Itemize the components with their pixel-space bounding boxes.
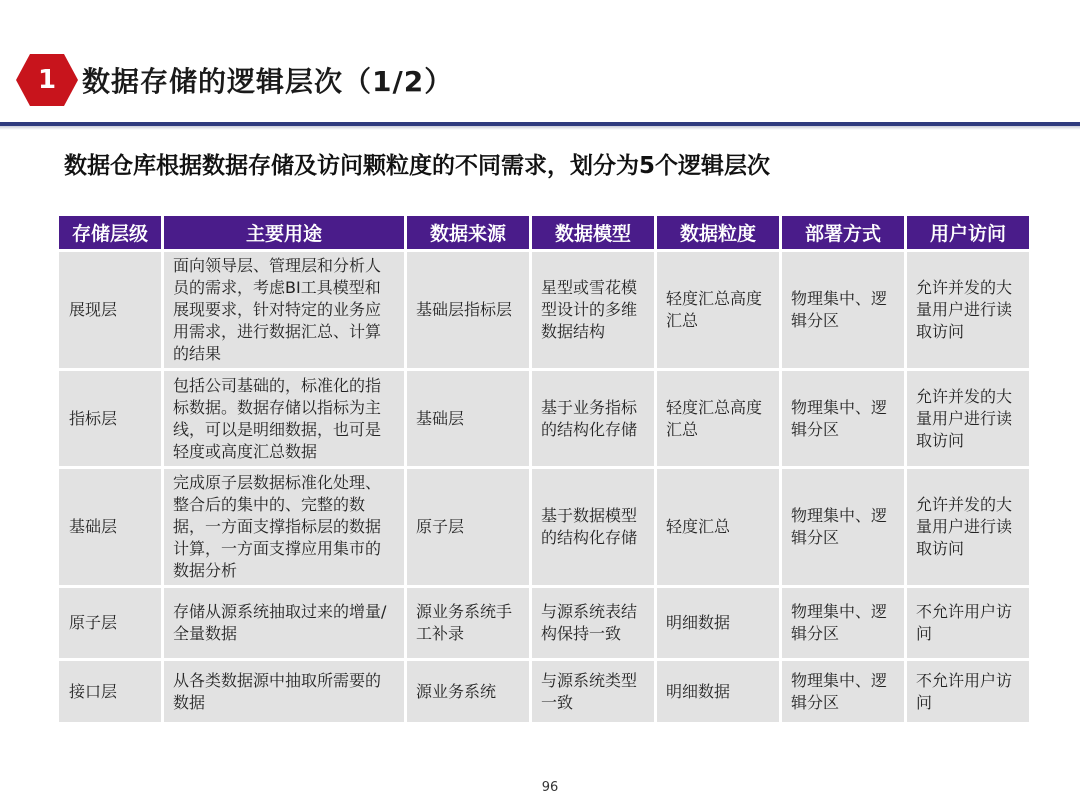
- cell-granularity: 轻度汇总: [657, 469, 779, 585]
- page-number: 96: [541, 780, 559, 795]
- cell-source: 源业务系统手工补录: [407, 588, 529, 658]
- section-badge: [16, 54, 78, 106]
- column-header-model: 数据模型: [532, 216, 654, 249]
- column-header-deployment: 部署方式: [782, 216, 904, 249]
- column-header-source: 数据来源: [407, 216, 529, 249]
- cell-deployment: 物理集中、逻辑分区: [782, 661, 904, 722]
- table-row: [59, 661, 1029, 722]
- column-header-purpose: 主要用途: [164, 216, 404, 249]
- slide-header: [0, 0, 1080, 128]
- cell-access: 不允许用户访问: [907, 588, 1029, 658]
- column-header-level: 存储层级: [59, 216, 161, 249]
- column-header-granularity: 数据粒度: [657, 216, 779, 249]
- table-row: [59, 252, 1029, 368]
- logical-layers-table: [56, 213, 1032, 725]
- cell-deployment: 物理集中、逻辑分区: [782, 252, 904, 368]
- cell-model: 与源系统类型一致: [532, 661, 654, 722]
- cell-purpose: 从各类数据源中抽取所需要的数据: [164, 661, 404, 722]
- column-header-access: 用户访问: [907, 216, 1029, 249]
- cell-granularity: 明细数据: [657, 588, 779, 658]
- cell-model: 与源系统表结构保持一致: [532, 588, 654, 658]
- cell-deployment: 物理集中、逻辑分区: [782, 588, 904, 658]
- cell-model: 基于数据模型的结构化存储: [532, 469, 654, 585]
- cell-access: 允许并发的大量用户进行读取访问: [907, 469, 1029, 585]
- table-row: [59, 469, 1029, 585]
- cell-purpose: 完成原子层数据标准化处理、整合后的集中的、完整的数据，一方面支撑指标层的数据计算，一方面支撑应用集市的数据分析: [164, 469, 404, 585]
- table-header-row: [59, 216, 1029, 249]
- section-number: 1: [37, 65, 57, 95]
- cell-granularity: 明细数据: [657, 661, 779, 722]
- cell-access: 不允许用户访问: [907, 661, 1029, 722]
- cell-granularity: 轻度汇总高度汇总: [657, 371, 779, 466]
- table-row: [59, 371, 1029, 466]
- cell-purpose: 存储从源系统抽取过来的增量/全量数据: [164, 588, 404, 658]
- cell-access: 允许并发的大量用户进行读取访问: [907, 252, 1029, 368]
- cell-deployment: 物理集中、逻辑分区: [782, 469, 904, 585]
- cell-level: 原子层: [59, 588, 161, 658]
- cell-granularity: 轻度汇总高度汇总: [657, 252, 779, 368]
- cell-source: 基础层: [407, 371, 529, 466]
- cell-purpose: 包括公司基础的，标准化的指标数据。数据存储以指标为主线，可以是明细数据，也可是轻度或高度汇总数据: [164, 371, 404, 466]
- cell-source: 基础层指标层: [407, 252, 529, 368]
- cell-level: 指标层: [59, 371, 161, 466]
- cell-model: 基于业务指标的结构化存储: [532, 371, 654, 466]
- page-title: 数据存储的逻辑层次（1/2）: [82, 65, 454, 98]
- cell-source: 原子层: [407, 469, 529, 585]
- page-subtitle: 数据仓库根据数据存储及访问颗粒度的不同需求，划分为5个逻辑层次: [64, 153, 771, 179]
- table-row: [59, 588, 1029, 658]
- cell-deployment: 物理集中、逻辑分区: [782, 371, 904, 466]
- cell-model: 星型或雪花模型设计的多维数据结构: [532, 252, 654, 368]
- cell-source: 源业务系统: [407, 661, 529, 722]
- cell-level: 接口层: [59, 661, 161, 722]
- cell-access: 允许并发的大量用户进行读取访问: [907, 371, 1029, 466]
- cell-level: 基础层: [59, 469, 161, 585]
- cell-level: 展现层: [59, 252, 161, 368]
- title-divider-shadow: [0, 126, 1080, 130]
- cell-purpose: 面向领导层、管理层和分析人员的需求，考虑BI工具模型和展现要求，针对特定的业务应用需求，进行数据汇总、计算的结果: [164, 252, 404, 368]
